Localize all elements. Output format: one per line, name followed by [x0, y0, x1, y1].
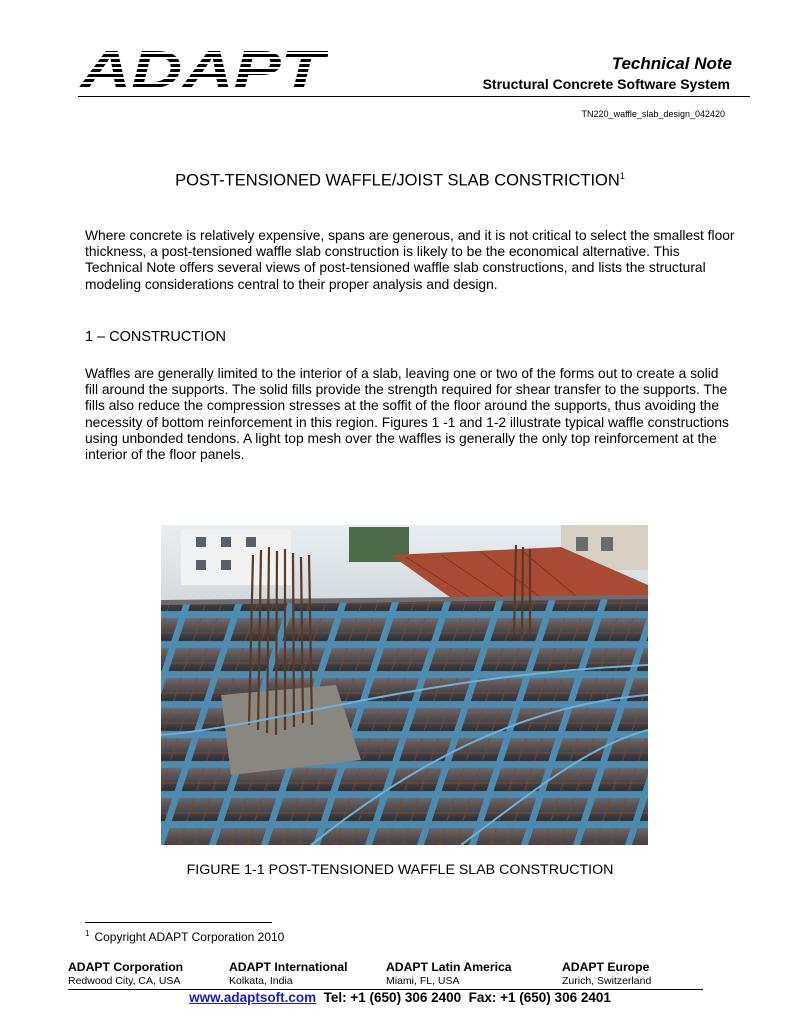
contact-line	[0, 990, 800, 1005]
office-corporation	[68, 960, 183, 987]
technical-note-label: Technical Note	[611, 54, 732, 73]
title-footnote-mark: 1	[619, 171, 625, 181]
phone-number: Tel: +1 (650) 306 2400	[323, 990, 462, 1005]
section-body: Waffles are generally limited to the interior of a slab, leaving one or two of the forms out to create a solid fill around the supports. The solid fills provide the strength required for shear transfer to the supports. The fills also reduce the compression stresses at the soffit of the floor around the supports, thus avoiding the necessity of bottom reinforcement in this region. Figures 1 -1 and 1-2 illustrate typical waffle constructions using unbonded tendons. A light top mesh over the waffles is generally the only top reinforcement at the interior of the floor panels.	[85, 366, 729, 463]
office-city: Kolkata, India	[229, 975, 293, 987]
header-subtitle: Structural Concrete Software System	[482, 76, 730, 92]
office-name: ADAPT Latin America	[386, 960, 512, 974]
footnote-rule	[85, 922, 272, 923]
title-text: POST-TENSIONED WAFFLE/JOIST SLAB CONSTRICTION	[175, 171, 620, 190]
adapt-logo	[78, 44, 328, 92]
website-link[interactable]: www.adaptsoft.com	[189, 990, 317, 1005]
figure-caption: FIGURE 1-1 POST-TENSIONED WAFFLE SLAB CONSTRUCTION	[186, 862, 614, 878]
header-rule	[78, 96, 750, 97]
office-name: ADAPT International	[229, 960, 348, 974]
office-name: ADAPT Europe	[562, 960, 650, 974]
office-city: Zurich, Switzerland	[562, 975, 652, 987]
office-international	[229, 960, 348, 987]
section-heading: 1 – CONSTRUCTION	[85, 329, 226, 345]
document-id: TN220_waffle_slab_design_042420	[581, 109, 725, 119]
footnote-mark: 1	[85, 929, 90, 938]
office-europe	[562, 960, 651, 987]
office-city: Miami, FL, USA	[386, 975, 460, 987]
office-latin-america	[386, 960, 512, 987]
fax-number: Fax: +1 (650) 306 2401	[468, 990, 611, 1005]
waffle-slab-photo	[161, 525, 648, 845]
footnote-text: Copyright ADAPT Corporation 2010	[94, 930, 285, 944]
footnote	[85, 929, 284, 944]
office-name: ADAPT Corporation	[68, 960, 184, 974]
intro-paragraph: Where concrete is relatively expensive, spans are generous, and it is not critical to select the smallest floor thickness, a post-tensioned waffle slab construction is likely to be the economical alternative. This Technical Note offers several views of post-tensioned waffle slab constructions, and lists the structural modeling considerations central to their proper analysis and design.	[85, 228, 735, 292]
office-city: Redwood City, CA, USA	[68, 975, 181, 987]
page-title	[0, 171, 800, 191]
